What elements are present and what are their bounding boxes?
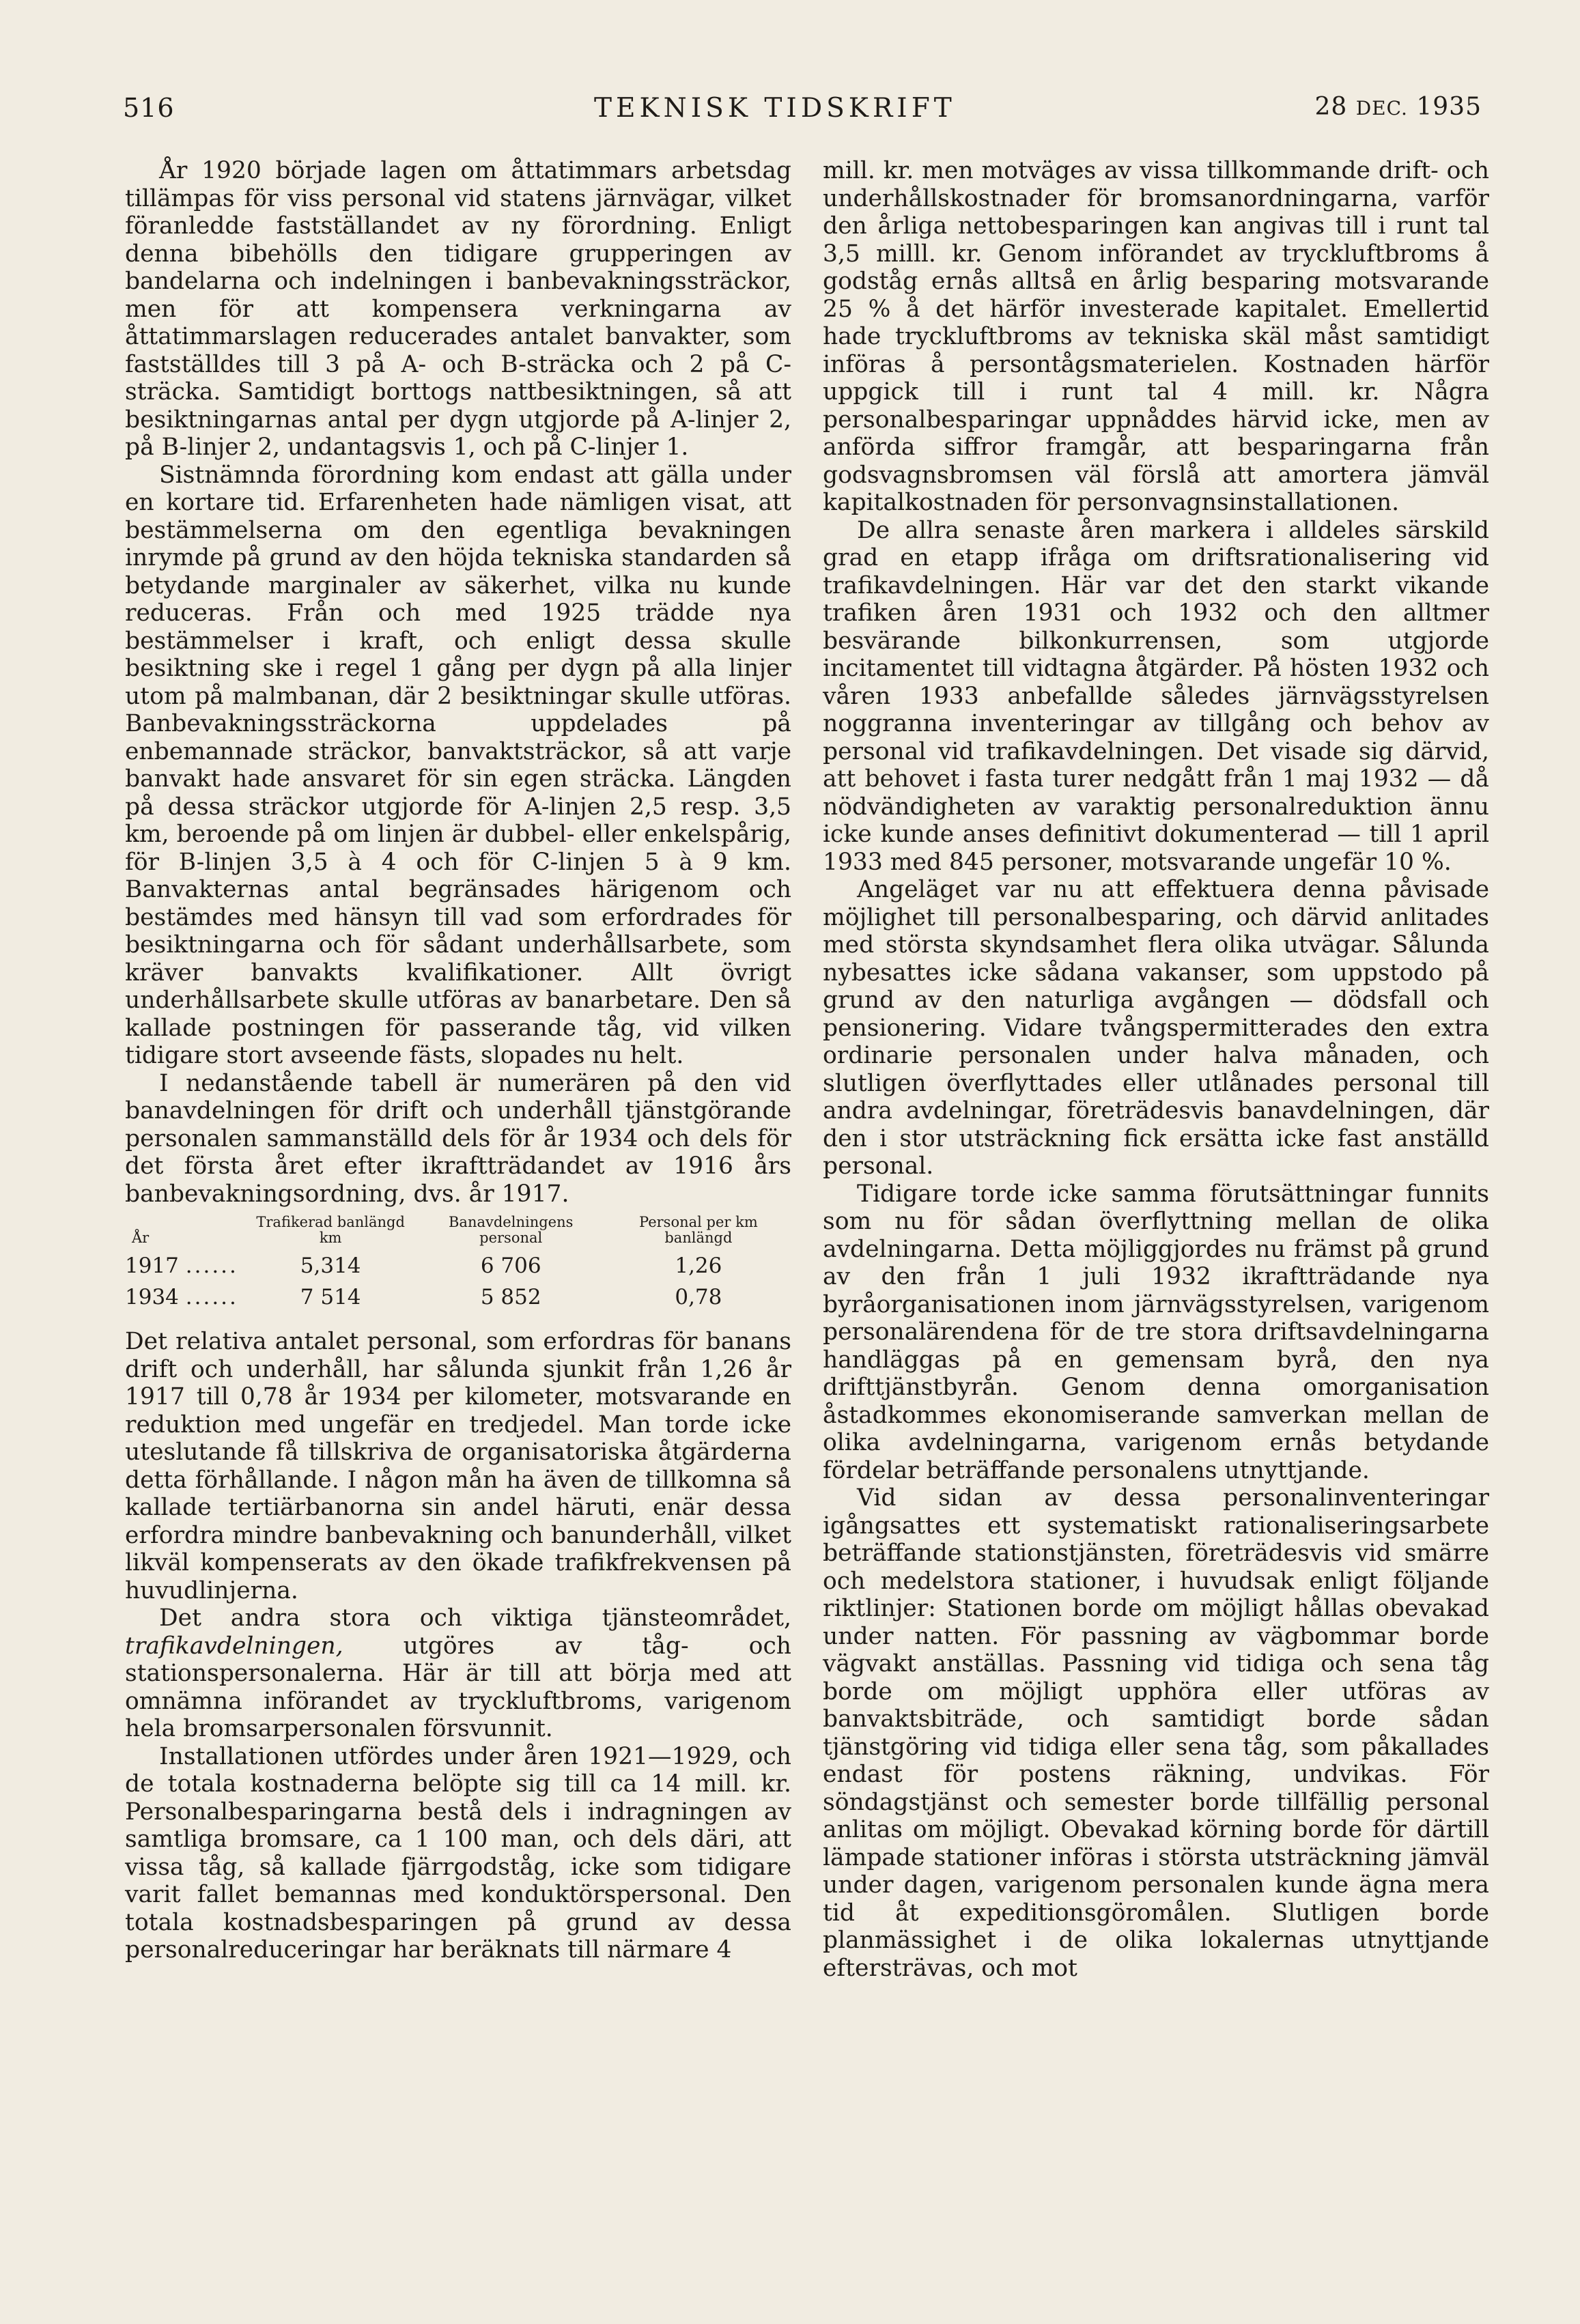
page-number: 516 bbox=[123, 93, 175, 123]
issue-year: 1935 bbox=[1416, 93, 1482, 121]
cell-length: 5,314 bbox=[300, 1253, 361, 1278]
col-header-per-km: Personal per km banlängd bbox=[639, 1214, 758, 1246]
paragraph: Angeläget var nu att effektuera denna påvisade möjlighet till personalbesparing, och därvid anlitades med största skyndsamhet flera olika utvägar. Sålunda nybesattes icke sådana vakanser, som uppstodo på grund av den naturliga avgången — dödsfall och pensionering. Vidare tvångspermitterades den extra ordinarie personalen under halva månaden, och slutligen överflyttades eller utlånades personal till andra avdelningar, företrädesvis banavdelningen, där den i stor utsträckning fick ersätta icke fast anställd personal. bbox=[823, 876, 1489, 1180]
cell-length: 7 514 bbox=[300, 1285, 361, 1309]
col-header-year: År bbox=[132, 1230, 150, 1246]
paragraph: År 1920 började lagen om åttatimmars arbetsdag tillämpas för viss personal vid statens järnvägar, vilket föranledde fastställandet av ny förordning. Enligt denna bibehölls den tidigare grupperingen av bandelarna och indelningen i banbevakningssträckor, men för att kompensera verkningarna av åttatimmarslagen reducerades antalet banvakter, som fastställdes till 3 på A- och B-sträcka och 2 på C-sträcka. Samtidigt borttogs nattbesiktningen, så att besiktningarnas antal per dygn utgjorde på A-linjer 2, på B-linjer 2, undantagsvis 1, och på C-linjer 1. bbox=[125, 157, 791, 461]
cell-year bbox=[125, 1250, 245, 1281]
paragraph: Installationen utfördes under åren 1921—1929, och de totala kostnaderna belöpte sig till ca 14 mill. kr. Personalbesparingarna bestå dels i indragningen av samtliga bromsare, ca 1 100 man, och dels däri, att vissa tåg, så kallade fjärrgodståg, icke som tidigare varit fallet bemannas med konduktörspersonal. Den totala kostnadsbesparingen på grund av dessa personalreduceringar har beräknats till närmare 4 bbox=[125, 1742, 791, 1964]
cell-per-km: 1,26 bbox=[675, 1253, 722, 1278]
cell-staff: 6 706 bbox=[480, 1253, 541, 1278]
col-header-staff: Banavdelningens personal bbox=[449, 1214, 574, 1246]
text-run: Det andra stora och viktiga tjänsteområdet, bbox=[159, 1604, 791, 1632]
page-header bbox=[123, 93, 1482, 134]
journal-title: TEKNISK TIDSKRIFT bbox=[594, 93, 956, 124]
cell-staff: 5 852 bbox=[480, 1285, 541, 1309]
paragraph: Tidigare torde icke samma förutsättningar funnits som nu för sådan överflyttning mellan de olika avdelningarna. Detta möjliggjordes nu främst på grund av den från 1 juli 1932 ikraftträdande nya byråorganisationen inom järnvägsstyrelsen, varigenom personalärendena för de tre stora driftsavdelningarna handläggas på en gemensam byrå, den nya drifttjänstbyrån. Genom denna omorganisation åstadkommes ekonomiserande samverkan mellan de olika avdelningarna, varigenom ernås betydande fördelar beträffande personalens utnyttjande. bbox=[823, 1180, 1489, 1484]
paragraph: I nedanstående tabell är numerären på den vid banavdelningen för drift och underhåll tjänstgörande personalen sammanställd dels för år 1934 och dels för det första året efter ikraftträdandet av 1916 års banbevakningsordning, dvs. år 1917. bbox=[125, 1069, 791, 1208]
emphasis-trafikavdelningen: trafikavdelningen, bbox=[125, 1632, 343, 1660]
table-row bbox=[125, 1250, 791, 1281]
text-run: utgöres av tåg- och stationspersonalerna. Här är till att börja med att omnämna införandet av tryckluftbroms, varigenom hela bromsarpersonalen försvunnit. bbox=[125, 1632, 791, 1742]
col-header-length: Trafikerad banlängd km bbox=[256, 1214, 405, 1246]
table-row bbox=[125, 1281, 791, 1313]
year-value: 1917 bbox=[125, 1253, 179, 1278]
paragraph: mill. kr. men motväges av vissa tillkommande drift- och underhållskostnader för bromsanordningarna, varför den årliga nettobesparingen kan angivas till i runt tal 3,5 milll. kr. Genom införandet av tryckluftbroms å godståg ernås alltså en årlig besparing motsvarande 25 % å det härför investerade kapitalet. Emellertid hade tryckluftbroms av tekniska skäl måst samtidigt införas å persontågsmaterielen. Kostnaden härför uppgick till i runt tal 4 mill. kr. Några personalbesparingar uppnåddes härvid icke, men av anförda siffror framgår, att besparingarna från godsvagnsbromsen väl förslå att amortera jämväl kapitalkostnaden för personvagnsinstallationen. bbox=[823, 157, 1489, 516]
paragraph: Det relativa antalet personal, som erfordras för banans drift och underhåll, har sålunda sjunkit från 1,26 år 1917 till 0,78 år 1934 per kilometer, motsvarande en reduktion med ungefär en tredjedel. Man torde icke uteslutande få tillskriva de organisatoriska åtgärderna detta förhållande. I någon mån ha även de tillkomna så kallade tertiärbanorna sin andel häruti, enär dessa erfordra mindre banbevakning och banunderhåll, vilket likväl kompenserats av den ökade trafikfrekvensen på huvudlinjerna. bbox=[125, 1328, 791, 1604]
right-column bbox=[823, 157, 1489, 1982]
staff-table bbox=[125, 1215, 791, 1313]
issue-month: DEC. bbox=[1355, 97, 1408, 119]
cell-per-km: 0,78 bbox=[675, 1285, 722, 1309]
table-header-row bbox=[125, 1215, 791, 1250]
staff-table-block bbox=[125, 1215, 791, 1313]
leader-dots: ...... bbox=[185, 1253, 238, 1278]
paragraph: Vid sidan av dessa personalinventeringar igångsattes ett systematiskt rationaliseringsarbete beträffande stationstjänsten, företrädesvis vid smärre och medelstora stationer, i huvudsak enligt följande riktlinjer: Stationen borde om möjligt hållas obevakad under natten. För passning av vägbommar borde vägvakt anställas. Passning vid tidiga och sena tåg borde om möjligt upphöra eller utföras av banvaktsbiträde, och samtidigt borde sådan tjänstgöring vid tidiga eller sena tåg, som påkallades endast för postens räkning, undvikas. För söndagstjänst och semester borde tillfällig personal anlitas om möjligt. Obevakad körning borde för därtill lämpade stationer införas i största utsträckning jämväl under dagen, varigenom personalen kunde ägna mera tid åt expeditionsgöromålen. Slutligen borde planmässighet i de olika lokalernas utnyttjande eftersträvas, och mot bbox=[823, 1484, 1489, 1982]
paragraph: Sistnämnda förordning kom endast att gälla under en kortare tid. Erfarenheten hade nämligen visat, att bestämmelserna om den egentliga bevakningen inrymde på grund av den höjda tekniska standarden så betydande marginaler av säkerhet, vilka nu kunde reduceras. Från och med 1925 trädde nya bestämmelser i kraft, och enligt dessa skulle besiktning ske i regel 1 gång per dygn på alla linjer utom på malmbanan, där 2 besiktningar skulle utföras. Banbevakningssträckorna uppdelades på enbemannade sträckor, banvaktsträckor, så att varje banvakt hade ansvaret för sin egen sträcka. Längden på dessa sträckor utgjorde för A-linjen 2,5 resp. 3,5 km, beroende på om linjen är dubbel- eller enkelspårig, för B-linjen 3,5 à 4 och för C-linjen 5 à 9 km. Banvakternas antal begränsades härigenom och bestämdes med hänsyn till vad som erfordrades för besiktningarna och för sådant underhållsarbete, som kräver banvakts kvalifikationer. Allt övrigt underhållsarbete skulle utföras av banarbetare. Den så kallade postningen för passerande tåg, vid vilken tidigare stort avseende fästs, slopades nu helt. bbox=[125, 461, 791, 1069]
left-column bbox=[125, 157, 791, 1964]
paragraph: De allra senaste åren markera i alldeles särskild grad en etapp ifråga om driftsrationalisering vid trafikavdelningen. Här var det den starkt vikande trafiken åren 1931 och 1932 och den alltmer besvärande bilkonkurrensen, som utgjorde incitamentet till vidtagna åtgärder. På hösten 1932 och våren 1933 anbefallde således järnvägsstyrelsen noggranna inventeringar av tillgång och behov av personal vid trafikavdelningen. Det visade sig därvid, att behovet i fasta turer nedgått från 1 maj 1932 — då nödvändigheten av varaktig personalreduktion ännu icke kunde anses definitivt dokumenterad — till 1 april 1933 med 845 personer, motsvarande ungefär 10 %. bbox=[823, 516, 1489, 876]
paragraph bbox=[125, 1604, 791, 1743]
cell-year bbox=[125, 1281, 245, 1313]
issue-date bbox=[1314, 93, 1482, 121]
issue-day: 28 bbox=[1314, 93, 1348, 121]
year-value: 1934 bbox=[125, 1285, 179, 1309]
leader-dots: ...... bbox=[185, 1285, 238, 1309]
